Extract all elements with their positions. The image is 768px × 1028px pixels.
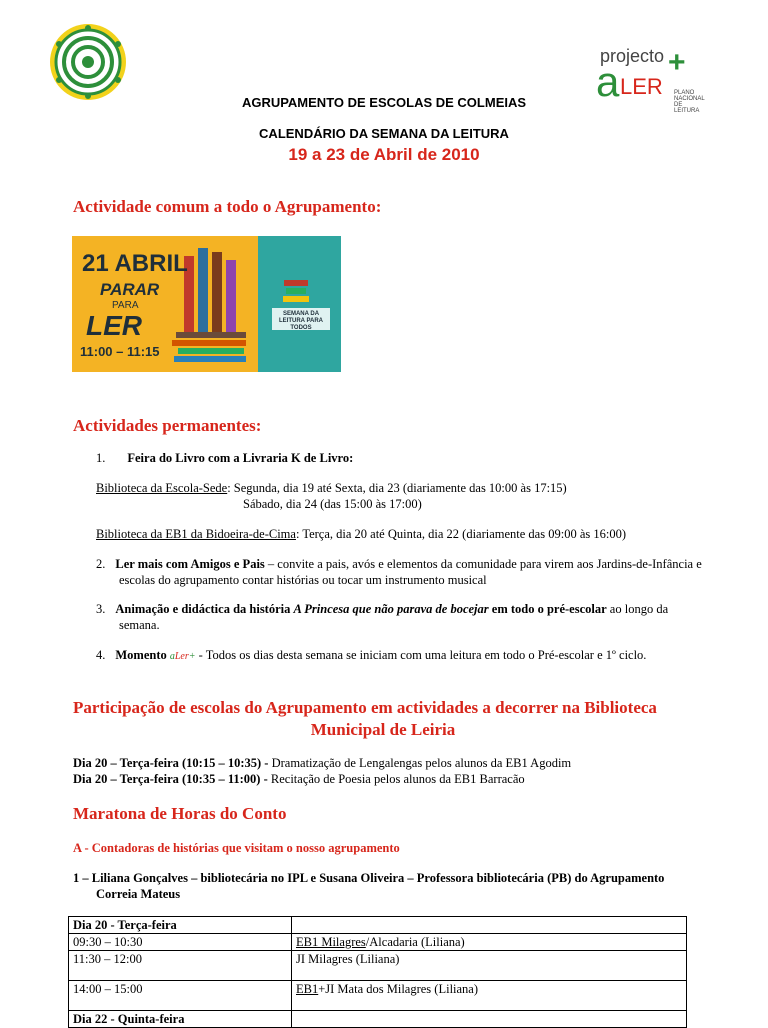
marathon-people-line1: 1 – Liliana Gonçalves – bibliotecária no IPL e Susana Oliveira – Professora bibliotecária (PB) do Agrupamento: [73, 871, 665, 885]
eb1-text: : Terça, dia 20 até Quinta, dia 22 (diariamente das 09:00 às 16:00): [295, 527, 626, 541]
marathon-heading: Maratona de Horas do Conto: [73, 804, 287, 823]
item1-line: [96, 450, 353, 466]
logo-ler-text: LER: [620, 74, 663, 99]
logo-projecto-text: projecto: [600, 46, 665, 66]
municipal-heading-line1: Participação de escolas do Agrupamento em actividades a decorrer na Biblioteca: [73, 698, 657, 717]
item1-num: 1.: [96, 451, 106, 465]
logo-a-text: a: [596, 58, 620, 105]
table-cell-time: Dia 20 - Terça-feira: [69, 917, 292, 934]
item4-brand: aLer+: [169, 651, 196, 662]
item3-line: [96, 601, 668, 617]
item4-line: [96, 647, 646, 665]
item3-bold-tail: em todo o pré-escolar: [488, 602, 607, 616]
municipal-row: [73, 771, 525, 787]
logo-plus-text: +: [668, 46, 686, 79]
item4-title: Momento: [115, 648, 170, 662]
item4-num: 4.: [96, 648, 106, 662]
banner-day: 21 ABRIL: [82, 250, 188, 277]
eb1-line: [96, 526, 626, 542]
table-cell-place: [292, 917, 687, 934]
item2-line: [96, 556, 702, 572]
table-cell-time: 14:00 – 15:00: [69, 981, 292, 1011]
table-cell-time: 09:30 – 10:30: [69, 934, 292, 951]
item3-text: ao longo da: [606, 602, 669, 616]
municipal-row-when: Dia 20 – Terça-feira (10:35 – 11:00) -: [73, 772, 268, 786]
schedule-table: [68, 916, 687, 1028]
item2-title: Ler mais com Amigos e Pais: [115, 557, 265, 571]
permanent-heading: Actividades permanentes:: [73, 416, 262, 435]
sede-text2: Sábado, dia 24 (das 15:00 às 17:00): [243, 497, 422, 511]
logo-pnl-text: PLANO NACIONAL DE LEITURA: [674, 90, 705, 114]
table-row: [69, 934, 687, 951]
item4-text: - Todos os dias desta semana se iniciam com uma leitura em todo o Pré-escolar e 1º ciclo.: [195, 648, 647, 662]
sede-line: [96, 480, 567, 496]
org-title: AGRUPAMENTO DE ESCOLAS DE COLMEIAS: [241, 95, 527, 110]
table-cell-time: Dia 22 - Quinta-feira: [69, 1011, 292, 1028]
agrupamento-logo: [46, 22, 134, 102]
banner-time: 11:00 – 11:15: [80, 344, 160, 359]
municipal-row: [73, 755, 571, 771]
common-activity-heading: Actividade comum a todo o Agrupamento:: [73, 197, 382, 216]
item3-book: A Princesa que não parava de bocejar: [293, 602, 489, 616]
table-cell-place: EB1+JI Mata dos Milagres (Liliana): [292, 981, 687, 1011]
sede-label: Biblioteca da Escola-Sede: [96, 481, 228, 495]
banner-side-title: SEMANA DA LEITURA PARA TODOS: [279, 311, 323, 331]
marathon-people-line2: Correia Mateus: [96, 887, 181, 901]
marathon-subheading: A - Contadoras de histórias que visitam o nosso agrupamento: [73, 841, 400, 855]
banner-parar: PARAR: [100, 280, 160, 299]
sede-text: : Segunda, dia 19 até Sexta, dia 23 (diariamente das 10:00 às 17:15): [227, 481, 567, 495]
item2-text: – convite a pais, avós e elementos da comunidade para virem aos Jardins-de-Infância e: [264, 557, 702, 571]
item3-num: 3.: [96, 602, 106, 616]
table-cell-time: 11:30 – 12:00: [69, 951, 292, 981]
table-cell-place: [292, 1011, 687, 1028]
municipal-row-when: Dia 20 – Terça-feira (10:15 – 10:35) -: [73, 756, 269, 770]
table-row: [69, 951, 687, 981]
item3-title: Animação e didáctica da história: [115, 602, 294, 616]
doc-title: CALENDÁRIO DA SEMANA DA LEITURA: [259, 126, 509, 141]
municipal-heading-line2: Municipal de Leiria: [310, 720, 456, 739]
date-range: 19 a 23 de Abril de 2010: [288, 145, 480, 164]
table-cell-place: EB1 Milagres/Alcadaria (Liliana): [292, 934, 687, 951]
municipal-row-what: Dramatização de Lengalengas pelos alunos da EB1 Agodim: [268, 756, 572, 770]
table-row: [69, 981, 687, 1011]
eb1-label: Biblioteca da EB1 da Bidoeira-de-Cima: [96, 527, 296, 541]
table-row: [69, 1011, 687, 1028]
table-row: [69, 917, 687, 934]
table-cell-place: JI Milagres (Liliana): [292, 951, 687, 981]
item1-title: Feira do Livro com a Livraria K de Livro:: [127, 451, 354, 465]
item2-text2: escolas do agrupamento contar histórias ou tocar um instrumento musical: [119, 573, 487, 587]
banner-para: PARA: [112, 300, 139, 311]
municipal-row-what: Recitação de Poesia pelos alunos da EB1 Barracão: [267, 772, 525, 786]
item2-num: 2.: [96, 557, 106, 571]
item3-text2: semana.: [119, 618, 160, 632]
banner-ler: LER: [86, 310, 142, 341]
parar-para-ler-banner: [72, 236, 341, 372]
